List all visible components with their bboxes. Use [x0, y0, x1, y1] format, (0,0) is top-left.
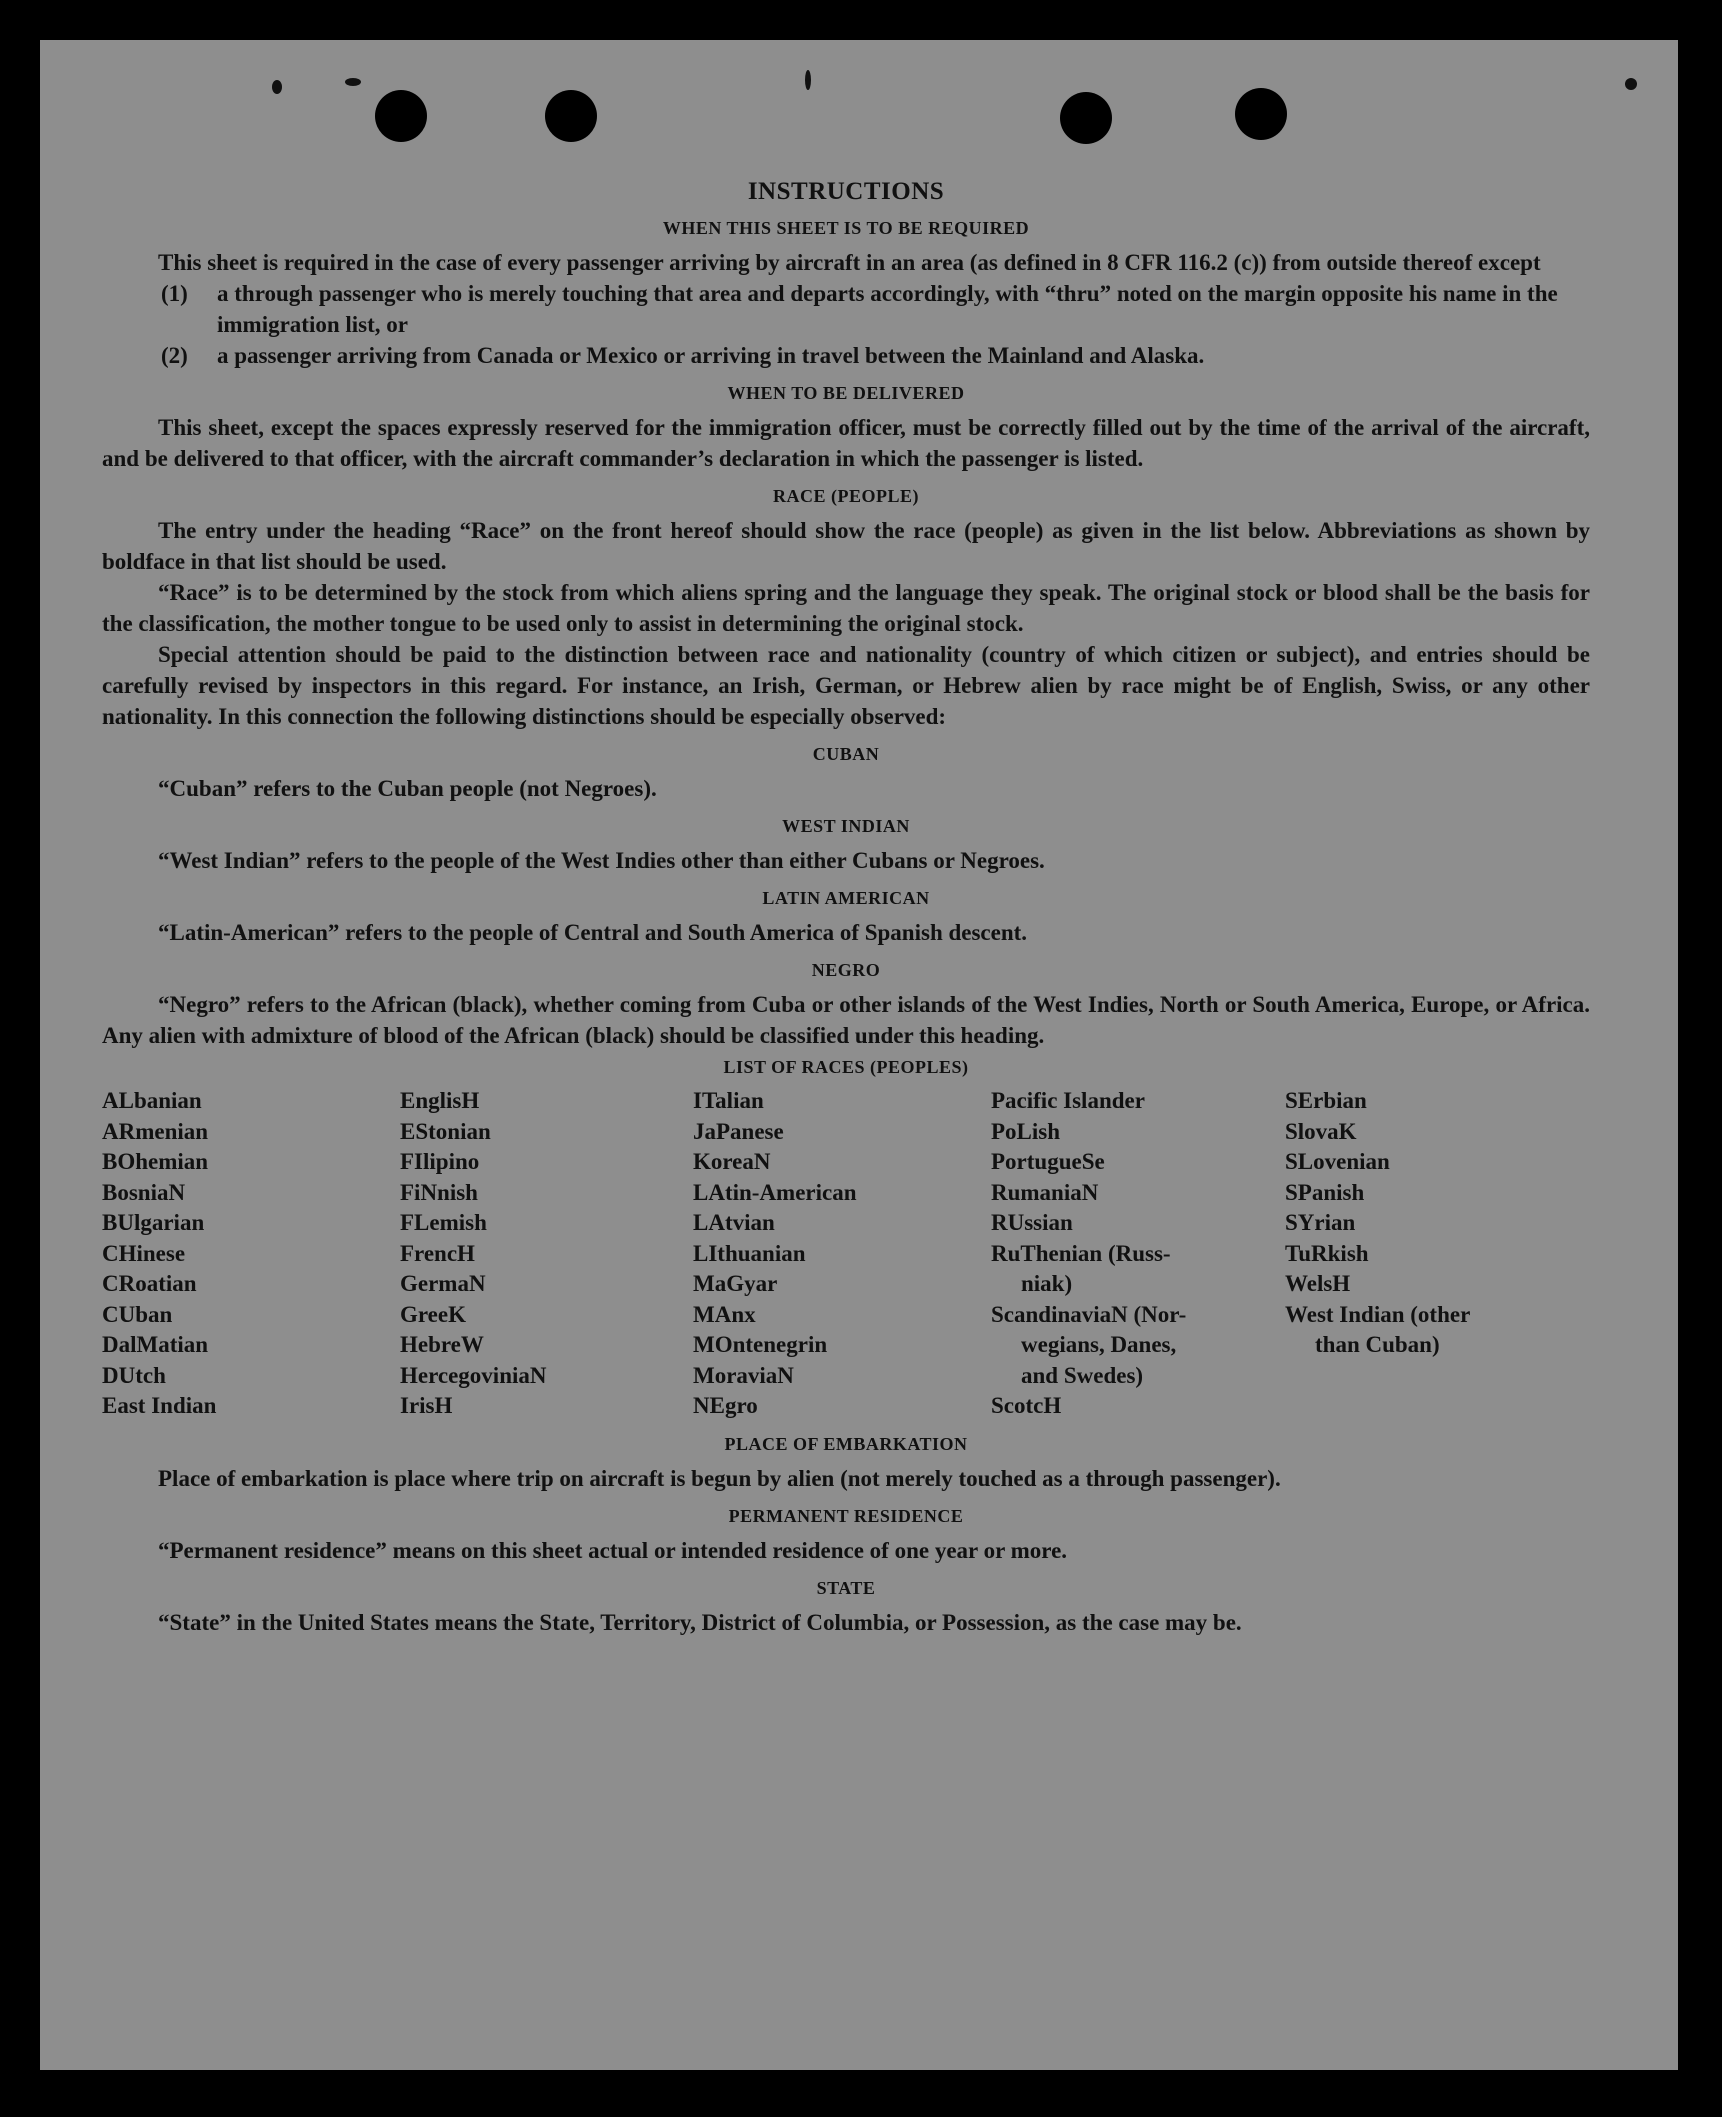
- race-item: JaPanese: [693, 1118, 784, 1144]
- race-item: BOhemian: [102, 1149, 209, 1174]
- heading-latin-american: LATIN AMERICAN: [762, 888, 930, 908]
- race-item: DUtch: [102, 1362, 166, 1388]
- race-item: NEgro: [693, 1393, 758, 1418]
- race-item: EnglisH: [400, 1088, 480, 1113]
- race-item: than Cuban): [1315, 1332, 1440, 1357]
- race-item: GermaN: [400, 1271, 486, 1296]
- speck: [345, 78, 361, 86]
- delivered-text: This sheet, except the spaces expressly reserved for the immigration officer, must be correctly filled out by the time of the arrival of the aircraft, and be delivered to that officer, with the aircraft commander’s declaration in which the passenger is listed.: [102, 415, 1590, 471]
- races-list: [102, 1086, 1590, 1422]
- required-text: This sheet is required in the case of every passenger arriving by aircraft in an area (as defined in 8 CFR 116.2 (c)) from outside thereof except: [158, 250, 1541, 275]
- race-item: MOntenegrin: [693, 1332, 828, 1357]
- exception-number: (2): [161, 343, 188, 368]
- document-sheet: [40, 40, 1678, 2070]
- race-item: Pacific Islander: [991, 1088, 1145, 1113]
- race-paragraph: Special attention should be paid to the distinction between race and nationality (country of which citizen or subject), and entries should be carefully revised by inspectors in this regard. For instance, an Irish, German, or Hebrew alien by race might be of English, Swiss, or any other nationality. In this connection the following distinctions should be especially observed:: [102, 642, 1590, 729]
- race-item: LAtvian: [693, 1210, 775, 1235]
- exception-item: [102, 278, 1590, 340]
- negro-text: “Negro” refers to the African (black), whether coming from Cuba or other islands of the West Indies, North or South America, Europe, or Africa. Any alien with admixture of blood of the African (black) should be classified under this heading.: [102, 992, 1590, 1048]
- race-item: FrencH: [400, 1240, 475, 1266]
- race-item: SYrian: [1285, 1210, 1356, 1235]
- race-item: SPanish: [1285, 1179, 1365, 1205]
- race-item: West Indian (other: [1285, 1301, 1471, 1327]
- race-item: niak): [1021, 1271, 1073, 1296]
- heading-embarkation: PLACE OF EMBARKATION: [724, 1433, 968, 1454]
- speck: [272, 80, 282, 94]
- punch-hole: [1235, 88, 1287, 140]
- race-item: ITalian: [693, 1088, 764, 1113]
- race-item: RUssian: [991, 1210, 1073, 1235]
- race-item: and Swedes): [1021, 1362, 1144, 1388]
- heading-negro: NEGRO: [811, 960, 881, 980]
- race-item: PortugueSe: [991, 1149, 1105, 1174]
- punch-hole: [1060, 92, 1112, 144]
- punch-hole: [545, 90, 597, 142]
- page-title: INSTRUCTIONS: [747, 178, 945, 205]
- heading-west-indian: WEST INDIAN: [782, 816, 910, 836]
- race-item: HebreW: [400, 1332, 484, 1357]
- embarkation-text: Place of embarkation is place where trip on aircraft is begun by alien (not merely touched as a through passenger).: [158, 1465, 1281, 1491]
- heading-delivered: WHEN TO BE DELIVERED: [727, 383, 965, 403]
- heading-residence: PERMANENT RESIDENCE: [728, 1505, 964, 1526]
- race-item: RumaniaN: [991, 1179, 1099, 1205]
- race-item: BosniaN: [102, 1179, 186, 1205]
- race-item: [1285, 1361, 1585, 1392]
- speck: [805, 70, 811, 90]
- state-text: “State” in the United States means the State, Territory, District of Columbia, or Possession, as the case may be.: [158, 1609, 1242, 1635]
- exception-text: a passenger arriving from Canada or Mexico or arriving in travel between the Mainland and Alaska.: [217, 343, 1205, 368]
- west-indian-text: “West Indian” refers to the people of the West Indies other than either Cubans or Negroes.: [158, 848, 1045, 873]
- heading-list-of-races: LIST OF RACES (PEOPLES): [723, 1057, 969, 1077]
- race-item: GreeK: [400, 1301, 466, 1327]
- race-item: FIlipino: [400, 1149, 480, 1174]
- race-item: BUlgarian: [102, 1210, 205, 1235]
- race-item: PoLish: [991, 1118, 1061, 1144]
- race-item: SErbian: [1285, 1088, 1367, 1113]
- race-item: DalMatian: [102, 1332, 209, 1357]
- race-item: SlovaK: [1285, 1118, 1357, 1144]
- race-item: EStonian: [400, 1118, 491, 1144]
- latin-american-text: “Latin-American” refers to the people of Central and South America of Spanish descent.: [158, 920, 1028, 945]
- race-item: TuRkish: [1285, 1240, 1369, 1266]
- race-item: KoreaN: [693, 1149, 771, 1174]
- heading-race: RACE (PEOPLE): [773, 486, 919, 506]
- race-item: WelsH: [1285, 1271, 1351, 1296]
- punch-hole: [375, 90, 427, 142]
- race-item: East Indian: [102, 1393, 217, 1418]
- residence-text: “Permanent residence” means on this sheet actual or intended residence of one year or more.: [158, 1537, 1068, 1563]
- race-item: CRoatian: [102, 1271, 197, 1296]
- race-item: CUban: [102, 1301, 173, 1327]
- race-item: FLemish: [400, 1210, 487, 1235]
- heading-required: WHEN THIS SHEET IS TO BE REQUIRED: [662, 218, 1030, 238]
- race-item: wegians, Danes,: [1021, 1332, 1177, 1357]
- speck: [1625, 78, 1637, 90]
- cuban-text: “Cuban” refers to the Cuban people (not Negroes).: [158, 776, 657, 801]
- exception-number: (1): [161, 281, 188, 306]
- race-item: FiNnish: [400, 1179, 478, 1205]
- race-item: ScotcH: [991, 1393, 1062, 1418]
- race-item: ARmenian: [102, 1118, 209, 1144]
- race-item: SLovenian: [1285, 1149, 1390, 1174]
- race-item: RuThenian (Russ-: [991, 1240, 1171, 1266]
- race-item: ScandinaviaN (Nor-: [991, 1301, 1187, 1327]
- heading-state: STATE: [816, 1577, 876, 1598]
- race-item: MoraviaN: [693, 1362, 794, 1388]
- race-item: LAtin-American: [693, 1179, 857, 1205]
- race-item: MaGyar: [693, 1271, 778, 1296]
- race-paragraph: The entry under the heading “Race” on the front hereof should show the race (people) as given in the list below. Abbreviations as shown by boldface in that list should be used.: [102, 518, 1590, 574]
- race-paragraph: “Race” is to be determined by the stock from which aliens spring and the language they speak. The original stock or blood shall be the basis for the classification, the mother tongue to be used only to assist in determining the original stock.: [102, 580, 1590, 636]
- race-item: CHinese: [102, 1240, 186, 1266]
- exception-item: [102, 340, 1590, 371]
- race-item: MAnx: [693, 1301, 756, 1327]
- heading-cuban: CUBAN: [812, 744, 880, 764]
- instructions-content: [102, 178, 1590, 1638]
- race-item: [1285, 1391, 1585, 1422]
- race-item: LIthuanian: [693, 1240, 806, 1266]
- race-item: IrisH: [400, 1393, 453, 1418]
- race-item: ALbanian: [102, 1088, 202, 1113]
- race-item: HercegoviniaN: [400, 1362, 547, 1388]
- exception-text: a through passenger who is merely touching that area and departs accordingly, with “thru” noted on the margin opposite his name in the immigration list, or: [217, 281, 1558, 337]
